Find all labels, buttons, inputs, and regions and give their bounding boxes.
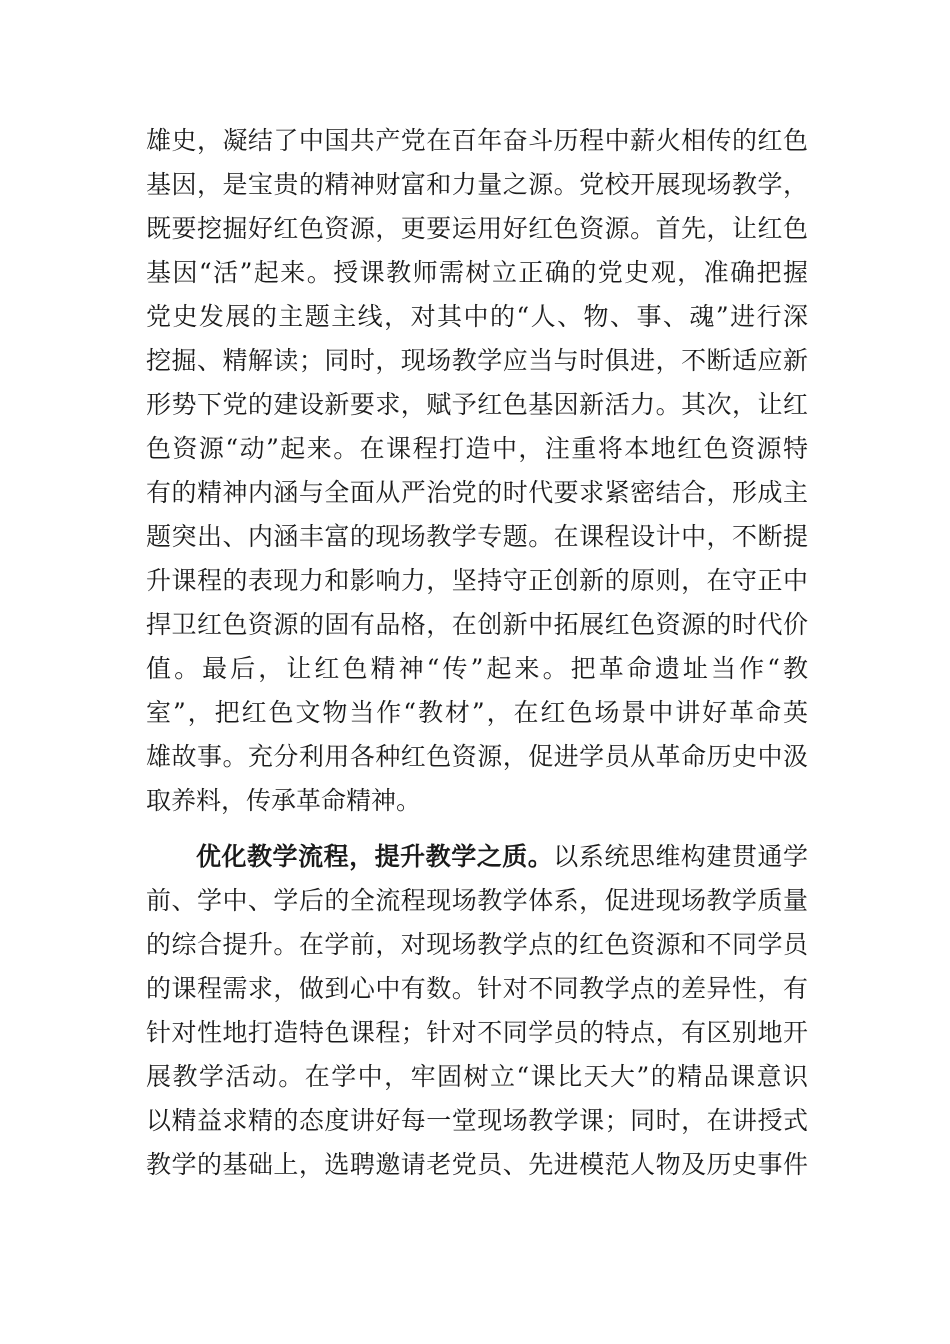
text-line: 基因，是宝贵的精神财富和力量之源。党校开展现场教学， bbox=[146, 170, 808, 199]
text-line: 既要挖掘好红色资源，更要运用好红色资源。首先，让红色 bbox=[146, 214, 808, 243]
text-line: 以精益求精的态度讲好每一堂现场教学课；同时，在讲授式 bbox=[146, 1106, 808, 1135]
text-line: 的综合提升。在学前，对现场教学点的红色资源和不同学员 bbox=[146, 930, 808, 959]
text-line: 前、学中、学后的全流程现场教学体系，促进现场教学质量 bbox=[146, 886, 808, 915]
text-span: 以系统思维构建贯通学 bbox=[553, 842, 808, 871]
text-line: 值。最后，让红色精神“传”起来。把革命遗址当作“教 bbox=[146, 654, 808, 683]
text-line: 展教学活动。在学中，牢固树立“课比天大”的精品课意识 bbox=[146, 1062, 808, 1091]
text-line: 捍卫红色资源的固有品格，在创新中拓展红色资源的时代价 bbox=[146, 610, 808, 639]
text-line: 形势下党的建设新要求，赋予红色基因新活力。其次，让红 bbox=[146, 390, 808, 419]
text-line: 雄史，凝结了中国共产党在百年奋斗历程中薪火相传的红色 bbox=[146, 126, 808, 155]
paragraph-heading: 优化教学流程，提升教学之质。 bbox=[196, 842, 554, 871]
text-line: 针对性地打造特色课程；针对不同学员的特点，有区别地开 bbox=[146, 1018, 808, 1047]
text-line: 挖掘、精解读；同时，现场教学应当与时俱进，不断适应新 bbox=[146, 346, 808, 375]
text-line: 题突出、内涵丰富的现场教学专题。在课程设计中，不断提 bbox=[146, 522, 808, 551]
text-line: 取养料，传承革命精神。 bbox=[146, 786, 422, 815]
text-line: 升课程的表现力和影响力，坚持守正创新的原则，在守正中 bbox=[146, 566, 808, 595]
text-line: 的课程需求，做到心中有数。针对不同教学点的差异性，有 bbox=[146, 974, 808, 1003]
text-line: 色资源“动”起来。在课程打造中，注重将本地红色资源特 bbox=[146, 434, 808, 463]
text-line-first bbox=[196, 835, 808, 879]
text-line: 雄故事。充分利用各种红色资源，促进学员从革命历史中汲 bbox=[146, 742, 808, 771]
text-line: 基因“活”起来。授课教师需树立正确的党史观，准确把握 bbox=[146, 258, 808, 287]
text-line: 室”，把红色文物当作“教材”，在红色场景中讲好革命英 bbox=[146, 698, 808, 727]
text-line: 有的精神内涵与全面从严治党的时代要求紧密结合，形成主 bbox=[146, 478, 808, 507]
text-line: 教学的基础上，选聘邀请老党员、先进模范人物及历史事件 bbox=[146, 1150, 808, 1179]
text-line: 党史发展的主题主线，对其中的“人、物、事、魂”进行深 bbox=[146, 302, 808, 331]
